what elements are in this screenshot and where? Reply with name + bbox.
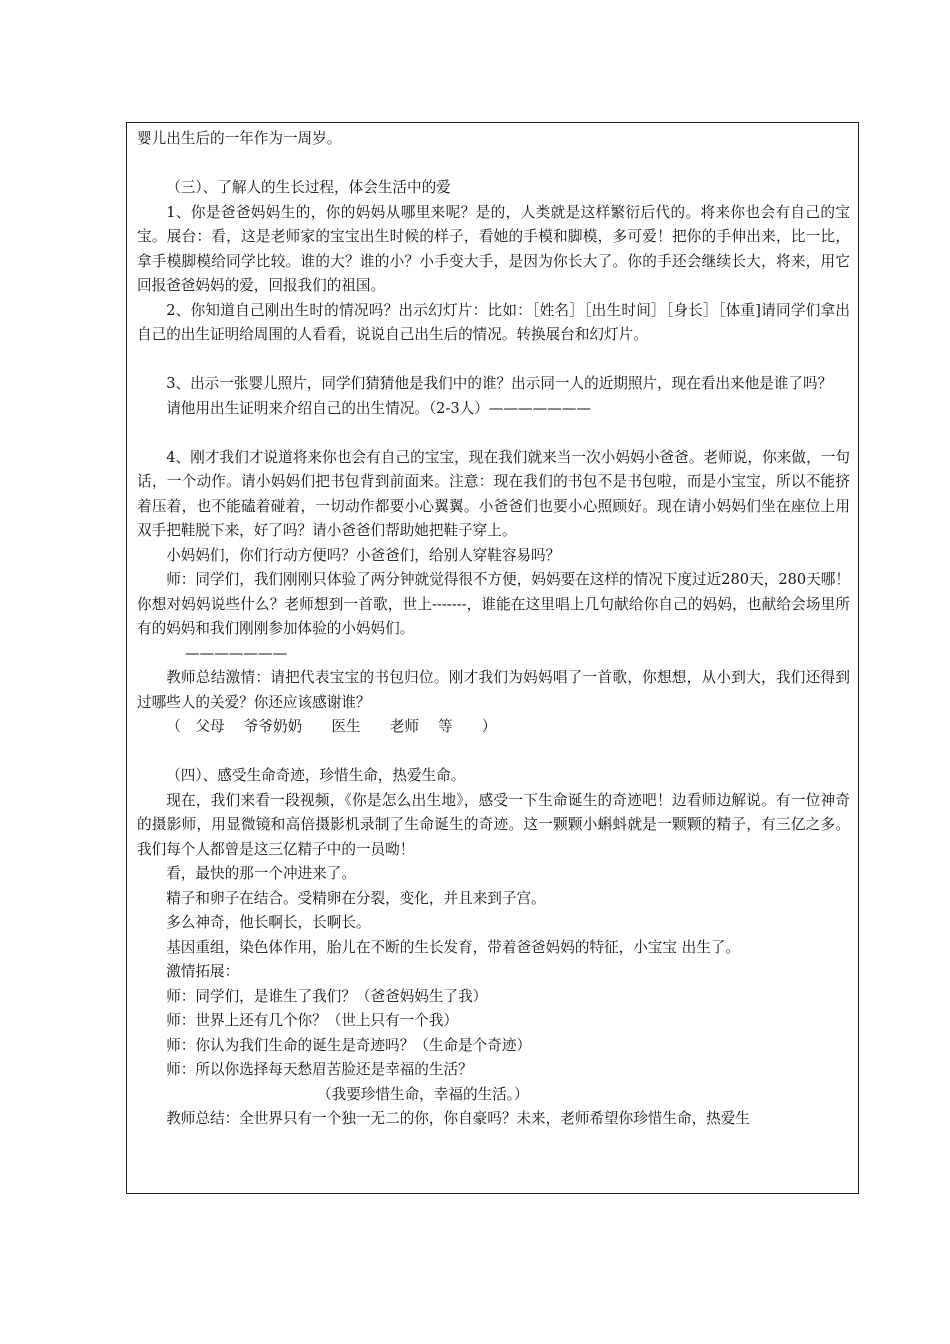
paragraph: 多么神奇，他长啊长，长啊长。 <box>166 914 371 931</box>
paragraph: 1、你是爸爸妈妈生的，你的妈妈从哪里来呢？是的，人类就是这样繁衍后代的。将来你也会有自己的宝宝。展台：看，这是老师家的宝宝出生时候的样子，看她的手模和脚模，多可爱！把你的手伸出来，比一比，拿手模脚模给同学比较。谁的大？谁的小？小手变大手，是因为你长大了。你的手还会继续长大，将来，用它回报爸爸妈妈的爱，回报我们的祖国。 <box>137 203 850 294</box>
spacer <box>137 421 850 446</box>
paragraph: 师：所以你选择每天愁眉苦脸还是幸福的生活？ <box>166 1061 473 1078</box>
paragraph: 请他用出生证明来介绍自己的出生情况。（2-3人）——————— <box>166 399 592 417</box>
paragraph: 教师总结：全世界只有一个独一无二的你，你自豪吗？未来，老师希望你珍惜生命，热爱生 <box>166 1110 750 1127</box>
paragraph: 看，最快的那一个冲进来了。 <box>166 865 356 882</box>
answer-line: （我要珍惜生命，幸福的生活。） <box>317 1085 529 1103</box>
paragraph: 师：你认为我们生命的诞生是奇迹吗？（生命是个奇迹） <box>166 1036 532 1054</box>
paragraph: 3、出示一张婴儿照片，同学们猜猜他是我们中的谁？出示同一人的近期照片，现在看出来他是谁了吗？ <box>166 375 833 392</box>
section-heading: （三）、了解人的生长过程，体会生活中的爱 <box>166 179 451 196</box>
paragraph: 激情拓展： <box>166 963 240 980</box>
paragraph: 现在，我们来看一段视频，《你是怎么出生地》，感受一下生命诞生的奇迹吧！边看师边解说。有一位神奇的摄影师，用显微镜和高倍摄影机录制了生命诞生的奇迹。这一颗颗小蝌蚪就是一颗颗的精子，有三亿之多。我们每个人都曾是这三亿精子中的一员呦！ <box>137 791 850 858</box>
document-body <box>137 127 850 1132</box>
section-heading: （四）、感受生命奇迹，珍惜生命，热爱生命。 <box>166 767 466 784</box>
dash-line: ——————— <box>185 644 288 662</box>
paragraph: 婴儿出生后的一年作为一周岁。 <box>137 130 342 147</box>
paragraph: 4、刚才我们才说道将来你也会有自己的宝宝，现在我们就来当一次小妈妈小爸爸。老师说，你来做，一句话，一个动作。请小妈妈们把书包背到前面来。注意：现在我们的书包不是书包啦，而是小宝宝，所以不能挤着压着，也不能磕着碰着，一切动作都要小心翼翼。小爸爸们也要小心照顾好。现在请小妈妈们坐在座位上用双手把鞋脱下来，好了吗？请小爸爸们帮助她把鞋子穿上。 <box>137 448 850 539</box>
paragraph: 基因重组，染色体作用，胎儿在不断的生长发育，带着爸爸妈妈的特征，小宝宝 出生了。 <box>166 938 740 956</box>
table-cell-frame <box>126 122 859 1194</box>
spacer <box>137 740 850 765</box>
paragraph: 师：世界上还有几个你？（世上只有一个我） <box>166 1012 459 1029</box>
paragraph: 教师总结激情：请把代表宝宝的书包归位。刚才我们为妈妈唱了一首歌，你想想，从小到大，我们还得到过哪些人的关爱？你还应该感谢谁？ <box>137 669 850 711</box>
paragraph: 2、你知道自己刚出生时的情况吗？出示幻灯片：比如：［姓名］［出生时间］［身长］［体重]请同学们拿出自己的出生证明给周围的人看看，说说自己出生后的情况。转换展台和幻灯片。 <box>137 301 850 343</box>
paragraph: 师：同学们，是谁生了我们？（爸爸妈妈生了我） <box>166 987 488 1005</box>
paragraph: （ 父母 爷爷奶奶 医生 老师 等 ） <box>166 718 497 735</box>
paragraph: 师：同学们，我们刚刚只体验了两分钟就觉得很不方便，妈妈要在这样的情况下度过近280天，280天哪！你想对妈妈说些什么？老师想到一首歌，世上-------，谁能在这里唱上几句献给你自己的妈妈，也献给会场里所有的妈妈和我们刚刚参加体验的小妈妈们。 <box>137 571 850 637</box>
spacer <box>137 348 850 373</box>
paragraph: 精子和卵子在结合。受精卵在分裂，变化，并且来到子宫。 <box>166 889 546 907</box>
paragraph: 小妈妈们，你们行动方便吗？小爸爸们，给别人穿鞋容易吗？ <box>166 546 561 564</box>
spacer <box>137 152 850 177</box>
